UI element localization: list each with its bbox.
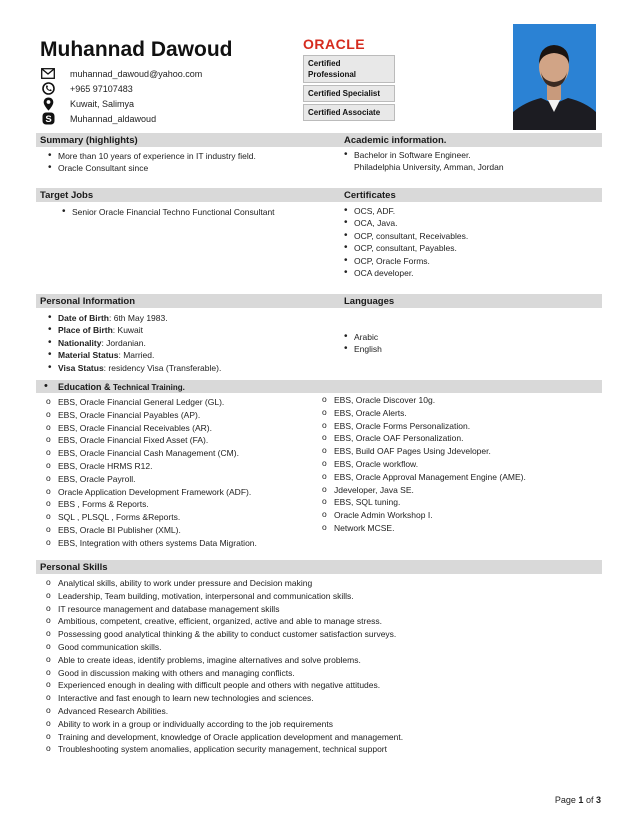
list-item: o EBS, Integration with others systems Data Migration. <box>44 537 257 550</box>
certificates-title: Certificates <box>344 190 396 201</box>
education-list-left <box>44 396 257 550</box>
contact-email[interactable] <box>40 66 202 81</box>
list-item: o EBS, Oracle Financial Cash Management (CM). <box>44 447 257 460</box>
list-item: o EBS, Oracle Financial Fixed Asset (FA). <box>44 434 257 447</box>
list-item: • Oracle Consultant since <box>46 162 256 174</box>
list-item: • English <box>342 343 382 355</box>
field-value: : residency Visa (Transferable). <box>103 362 222 373</box>
list-item <box>46 362 221 374</box>
phone-text: +965 97107483 <box>70 83 133 94</box>
list-item: o Training and development, knowledge of Oracle application development and management. <box>44 731 403 744</box>
field-label: Nationality <box>58 337 102 348</box>
list-item: • OCP, Oracle Forms. <box>342 255 468 267</box>
list-item: o EBS, Oracle Payroll. <box>44 473 257 486</box>
list-item: o Leadership, Team building, motivation, interpersonal and communication skills. <box>44 590 403 603</box>
list-item: • OCA developer. <box>342 267 468 279</box>
list-item: o EBS, Oracle OAF Personalization. <box>320 432 526 445</box>
list-item: • More than 10 years of experience in IT industry field. <box>46 150 256 162</box>
svg-text:S: S <box>44 114 52 125</box>
email-text: muhannad_dawoud@yahoo.com <box>70 68 203 79</box>
list-item: o IT resource management and database management skills <box>44 603 403 616</box>
list-item: o EBS, Oracle Alerts. <box>320 407 526 420</box>
field-value: : Married. <box>118 350 155 361</box>
list-item: o Experienced enough in dealing with difficult people and others with negative attitudes. <box>44 679 403 692</box>
list-item: • Arabic <box>342 331 382 343</box>
education-title-sub: Technical Training. <box>113 383 185 392</box>
page-number <box>555 795 601 805</box>
location-pin-icon <box>40 97 56 110</box>
list-item: o EBS, SQL tuning. <box>320 496 526 509</box>
list-item: • Senior Oracle Financial Techno Functional Consultant <box>60 206 275 218</box>
personal-info-list <box>46 312 221 374</box>
list-item: o EBS, Oracle Forms Personalization. <box>320 420 526 433</box>
list-item: • OCA, Java. <box>342 217 468 229</box>
skills-list <box>44 577 403 756</box>
list-item: o SQL , PLSQL , Forms &Reports. <box>44 511 257 524</box>
skills-header <box>36 560 602 574</box>
languages-title: Languages <box>344 296 395 307</box>
list-item: o Network MCSE. <box>320 522 526 535</box>
list-item: o EBS, Oracle workflow. <box>320 458 526 471</box>
languages-list <box>342 331 382 356</box>
summary-academic-header <box>36 133 602 147</box>
list-item: Philadelphia University, Amman, Jordan <box>354 162 504 173</box>
cert-level-specialist: Certified Specialist <box>303 85 395 102</box>
list-item: • OCS, ADF. <box>342 205 468 217</box>
contact-phone[interactable] <box>40 81 202 96</box>
list-item <box>46 312 221 324</box>
cert-level-associate: Certified Associate <box>303 104 395 121</box>
contact-skype[interactable] <box>40 111 202 126</box>
field-value: : Jordanian. <box>101 337 146 348</box>
list-item: o Possessing good analytical thinking & the ability to conduct customer satisfaction surveys. <box>44 628 403 641</box>
list-item: o EBS, Oracle Financial Payables (AP). <box>44 409 257 422</box>
list-item: o Interactive and fast enough to learn new technologies and sciences. <box>44 692 403 705</box>
list-item: o EBS, Oracle Financial Receivables (AR). <box>44 422 257 435</box>
page-word: Page <box>554 795 576 805</box>
list-item: o Oracle Admin Workshop I. <box>320 509 526 522</box>
list-item: o EBS, Oracle HRMS R12. <box>44 460 257 473</box>
location-text: Kuwait, Salimya <box>70 98 135 109</box>
education-title-main: Education & <box>58 382 114 392</box>
list-item: o EBS, Oracle Approval Management Engine (AME). <box>320 471 526 484</box>
candidate-name: Muhannad Dawoud <box>40 38 233 61</box>
skype-icon <box>40 112 56 125</box>
cert-level-professional: Certified Professional <box>303 55 395 83</box>
list-item: o EBS , Forms & Reports. <box>44 498 257 511</box>
list-item: o Jdeveloper, Java SE. <box>320 484 526 497</box>
list-item: o Oracle Application Development Framework (ADF). <box>44 486 257 499</box>
oracle-certifications-badge <box>303 36 395 121</box>
academic-list <box>342 149 504 174</box>
list-item: o Advanced Research Abilities. <box>44 705 403 718</box>
current-page: 1 <box>578 795 584 805</box>
list-item: o Good communication skills. <box>44 641 403 654</box>
list-item <box>46 349 221 361</box>
list-item: o EBS, Oracle Financial General Ledger (GL). <box>44 396 257 409</box>
list-item <box>46 324 221 336</box>
education-title <box>58 382 185 392</box>
summary-title: Summary (highlights) <box>40 135 138 146</box>
academic-title: Academic information. <box>344 135 447 146</box>
list-item <box>46 337 221 349</box>
certificates-list <box>342 205 468 279</box>
email-icon <box>40 67 56 80</box>
list-item: o EBS, Build OAF Pages Using Jdeveloper. <box>320 445 526 458</box>
list-item: o EBS, Oracle Discover 10g. <box>320 394 526 407</box>
list-item: o EBS, Oracle BI Publisher (XML). <box>44 524 257 537</box>
target-certificates-header <box>36 188 602 202</box>
list-item: • OCP, consultant, Payables. <box>342 242 468 254</box>
list-item: o Troubleshooting system anomalies, application security management, technical support <box>44 743 403 756</box>
list-item: o Able to create ideas, identify problems, imagine alternatives and solve problems. <box>44 654 403 667</box>
of-word: of <box>585 795 594 805</box>
target-jobs-list <box>60 206 275 218</box>
list-item: o Good in discussion making with others and managing conflicts. <box>44 667 403 680</box>
list-item: o Analytical skills, ability to work under pressure and Decision making <box>44 577 403 590</box>
summary-list <box>46 150 256 175</box>
list-item: o Ability to work in a group or individually according to the job requirements <box>44 718 403 731</box>
list-item: • OCP, consultant, Receivables. <box>342 230 468 242</box>
list-item: • Bachelor in Software Engineer. <box>342 149 504 161</box>
field-label: Material Status <box>58 350 119 361</box>
field-value: : Kuwait <box>112 325 144 336</box>
whatsapp-phone-icon <box>40 82 56 95</box>
contact-location <box>40 96 202 111</box>
personal-languages-header <box>36 294 602 308</box>
total-pages: 3 <box>595 795 601 805</box>
list-item: o Ambitious, competent, creative, efficient, organized, active and able to manage stress. <box>44 615 403 628</box>
skills-title: Personal Skills <box>40 562 108 573</box>
target-jobs-title: Target Jobs <box>40 190 94 201</box>
contact-list <box>40 66 202 126</box>
field-label: Date of Birth <box>58 313 109 323</box>
education-list-right <box>320 394 526 535</box>
field-label: Place of Birth <box>58 325 113 336</box>
skype-text: Muhannad_aldawoud <box>70 113 157 124</box>
bullet-icon: • <box>44 380 48 392</box>
field-label: Visa Status <box>58 362 104 373</box>
profile-photo <box>513 24 596 130</box>
education-header <box>36 380 602 393</box>
oracle-logo: ORACLE <box>303 36 366 52</box>
field-value: : 6th May 1983. <box>109 313 168 323</box>
personal-info-title: Personal Information <box>40 296 136 307</box>
